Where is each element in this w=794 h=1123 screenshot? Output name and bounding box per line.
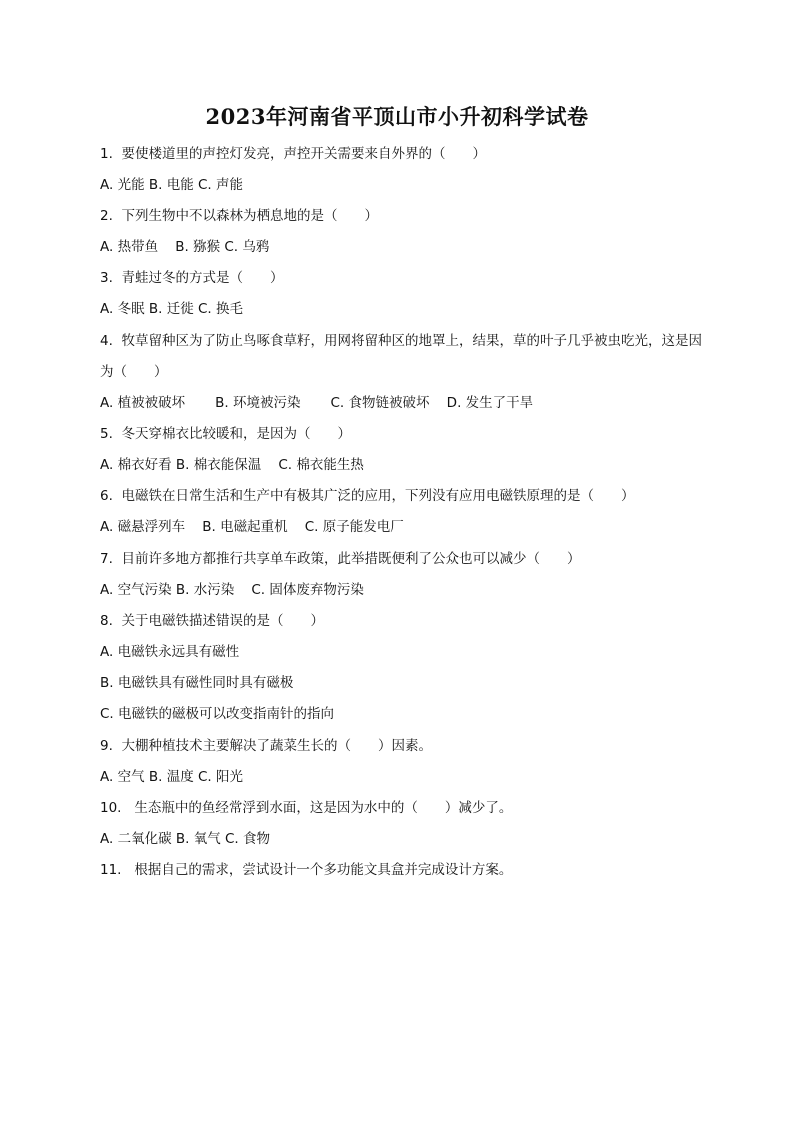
question-5: 5. 冬天穿棉衣比较暖和，是因为（ ） [100,426,351,442]
question-5-options: A. 棉衣好看 B. 棉衣能保温 C. 棉衣能生热 [100,457,364,473]
question-11: 11. 根据自己的需求，尝试设计一个多功能文具盒并完成设计方案。 [100,862,513,878]
question-8-option-b: B. 电磁铁具有磁性同时具有磁极 [100,675,294,691]
question-1-options: A. 光能 B. 电能 C. 声能 [100,177,244,193]
question-8: 8. 关于电磁铁描述错误的是（ ） [100,613,324,629]
question-6-options: A. 磁悬浮列车 B. 电磁起重机 C. 原子能发电厂 [100,519,404,535]
page-title: 2023年河南省平顶山市小升初科学试卷 [205,104,589,129]
question-9: 9. 大棚种植技术主要解决了蔬菜生长的（ ）因素。 [100,738,432,754]
question-4-continued: 为（ ） [100,364,168,380]
question-1: 1. 要使楼道里的声控灯发亮，声控开关需要来自外界的（ ） [100,146,486,162]
question-4: 4. 牧草留种区为了防止鸟啄食草籽，用网将留种区的地罩上，结果，草的叶子几乎被虫吃光，这是因 [100,333,702,349]
question-10: 10. 生态瓶中的鱼经常浮到水面，这是因为水中的（ ）减少了。 [100,800,513,816]
question-8-option-c: C. 电磁铁的磁极可以改变指南针的指向 [100,706,335,722]
question-8-option-a: A. 电磁铁永远具有磁性 [100,644,240,660]
question-6: 6. 电磁铁在日常生活和生产中有极其广泛的应用，下列没有应用电磁铁原理的是（ ） [100,488,635,504]
question-4-options: A. 植被被破坏 B. 环境被污染 C. 食物链被破坏 D. 发生了干旱 [100,395,534,411]
question-9-options: A. 空气 B. 温度 C. 阳光 [100,769,244,785]
question-2-options: A. 热带鱼 B. 猕猴 C. 乌鸦 [100,239,270,255]
question-3: 3. 青蛙过冬的方式是（ ） [100,270,284,286]
question-7-options: A. 空气污染 B. 水污染 C. 固体废弃物污染 [100,582,364,598]
question-2: 2. 下列生物中不以森林为栖息地的是（ ） [100,208,378,224]
question-3-options: A. 冬眠 B. 迁徙 C. 换毛 [100,301,244,317]
question-7: 7. 目前许多地方都推行共享单车政策，此举措既便利了公众也可以减少（ ） [100,551,581,567]
question-10-options: A. 二氧化碳 B. 氧气 C. 食物 [100,831,271,847]
